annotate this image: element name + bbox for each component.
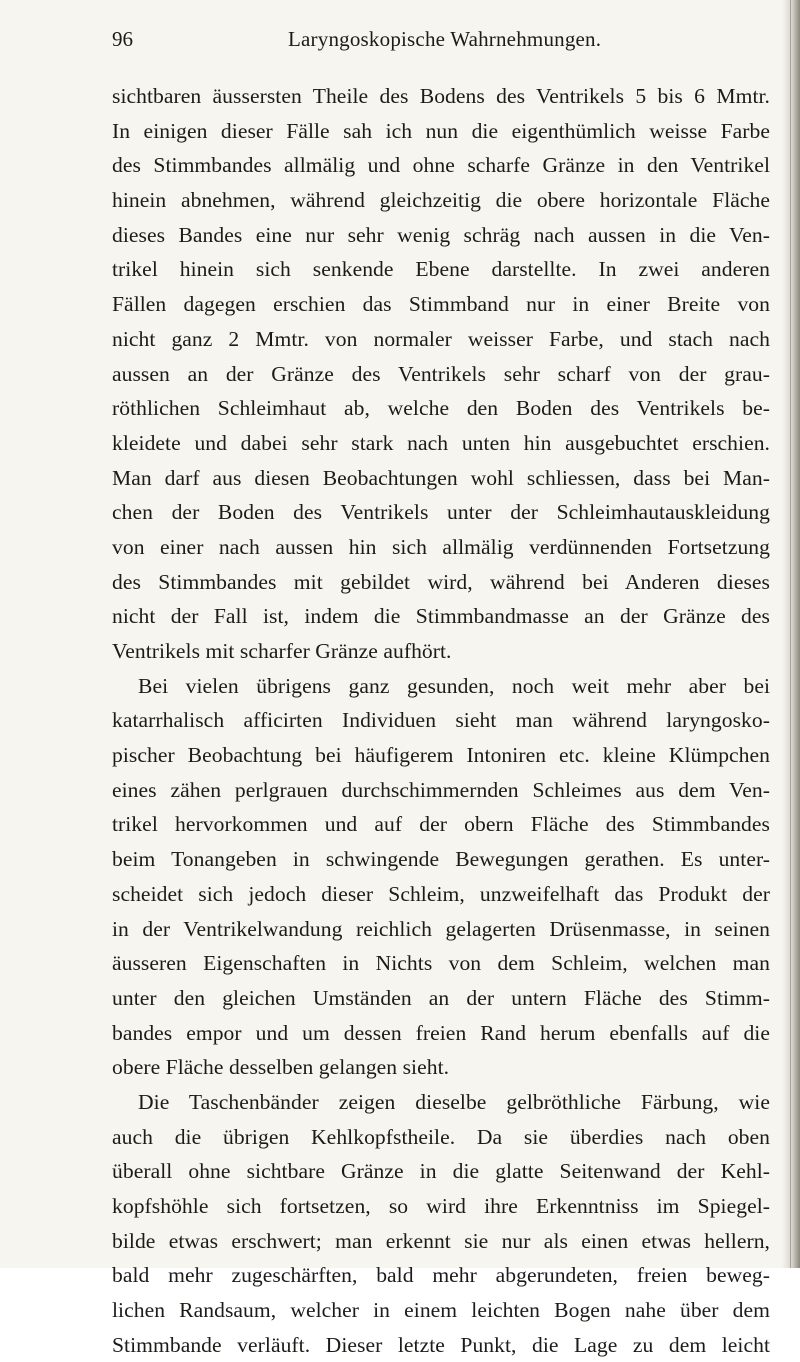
paragraph-start-line: Bei vielen übrigens ganz gesunden, noch weit mehr aber bei xyxy=(138,673,770,698)
text-line: chen der Boden des Ventrikels unter der Schleimhautauskleidung xyxy=(112,500,770,525)
paragraph-start-line: Die Taschenbänder zeigen dieselbe gelbröthliche Färbung, wie xyxy=(138,1089,770,1114)
text-line: trikel hinein sich senkende Ebene darstellte. In zwei anderen xyxy=(112,257,770,282)
text-line: des Stimmbandes mit gebildet wird, während bei Anderen dieses xyxy=(112,569,770,594)
text-line: eines zähen perlgrauen durchschimmernden Schleimes aus dem Ven- xyxy=(112,777,770,802)
text-line: bandes empor und um dessen freien Rand herum ebenfalls auf die xyxy=(112,1020,770,1045)
page-edge-line xyxy=(790,0,791,1268)
running-header xyxy=(112,24,772,54)
text-line: nicht der Fall ist, indem die Stimmbandmasse an der Gränze des xyxy=(112,604,770,629)
running-title: Laryngoskopische Wahrnehmungen. xyxy=(288,27,602,51)
body-text xyxy=(112,79,770,1362)
text-line: hinein abnehmen, während gleichzeitig die obere horizontale Fläche xyxy=(112,188,770,213)
text-line: röthlichen Schleimhaut ab, welche den Boden des Ventrikels be- xyxy=(112,396,770,421)
text-line: kleidete und dabei sehr stark nach unten hin ausgebuchtet erschien. xyxy=(112,430,770,455)
text-line: pischer Beobachtung bei häufigerem Intoniren etc. kleine Klümpchen xyxy=(112,743,770,768)
text-line: scheidet sich jedoch dieser Schleim, unzweifelhaft das Produkt der xyxy=(112,881,770,906)
text-line: des Stimmbandes allmälig und ohne scharfe Gränze in den Ventrikel xyxy=(112,153,770,178)
text-line: bald mehr zugeschärften, bald mehr abgerundeten, freien beweg- xyxy=(112,1263,770,1288)
text-line: nicht ganz 2 Mmtr. von normaler weisser Farbe, und stach nach xyxy=(112,326,770,351)
page-number: 96 xyxy=(112,27,133,51)
text-line: katarrhalisch afficirten Individuen sieht man während laryngosko- xyxy=(112,708,770,733)
text-line: dieses Bandes eine nur sehr wenig schräg nach aussen in die Ven- xyxy=(112,222,770,247)
text-line: von einer nach aussen hin sich allmälig verdünnenden Fortsetzung xyxy=(112,534,770,559)
text-line: beim Tonangeben in schwingende Bewegungen gerathen. Es unter- xyxy=(112,847,770,872)
text-line: Stimmbande verläuft. Dieser letzte Punkt, die Lage zu dem leicht xyxy=(112,1332,770,1357)
text-line: sichtbaren äussersten Theile des Bodens des Ventrikels 5 bis 6 Mmtr. xyxy=(112,84,770,108)
text-line: kopfshöhle sich fortsetzen, so wird ihre Erkenntniss im Spiegel- xyxy=(112,1194,770,1218)
text-line: trikel hervorkommen und auf der obern Fläche des Stimmbandes xyxy=(112,812,770,837)
paragraph-end-line: obere Fläche desselben gelangen sieht. xyxy=(112,1055,450,1080)
text-line: Man darf aus diesen Beobachtungen wohl schliessen, dass bei Man- xyxy=(112,465,770,490)
text-line: äusseren Eigenschaften in Nichts von dem Schleim, welchen man xyxy=(112,951,770,976)
text-line: In einigen dieser Fälle sah ich nun die eigenthümlich weisse Farbe xyxy=(112,118,770,143)
text-line: aussen an der Gränze des Ventrikels sehr scharf von der grau- xyxy=(112,361,770,386)
page-edge-shadow xyxy=(782,0,800,1268)
text-line: bilde etwas erschwert; man erkennt sie nur als einen etwas hellern, xyxy=(112,1228,770,1253)
text-line: unter den gleichen Umständen an der untern Fläche des Stimm- xyxy=(112,985,770,1010)
paragraph-end-line: Ventrikels mit scharfer Gränze aufhört. xyxy=(112,639,452,663)
text-line: Fällen dagegen erschien das Stimmband nur in einer Breite von xyxy=(112,292,770,317)
text-line: überall ohne sichtbare Gränze in die glatte Seitenwand der Kehl- xyxy=(112,1159,770,1184)
text-line: in der Ventrikelwandung reichlich gelagerten Drüsenmasse, in seinen xyxy=(112,916,770,941)
text-line: auch die übrigen Kehlkopfstheile. Da sie überdies nach oben xyxy=(112,1124,770,1149)
text-line: lichen Randsaum, welcher in einem leichten Bogen nahe über dem xyxy=(112,1298,770,1323)
